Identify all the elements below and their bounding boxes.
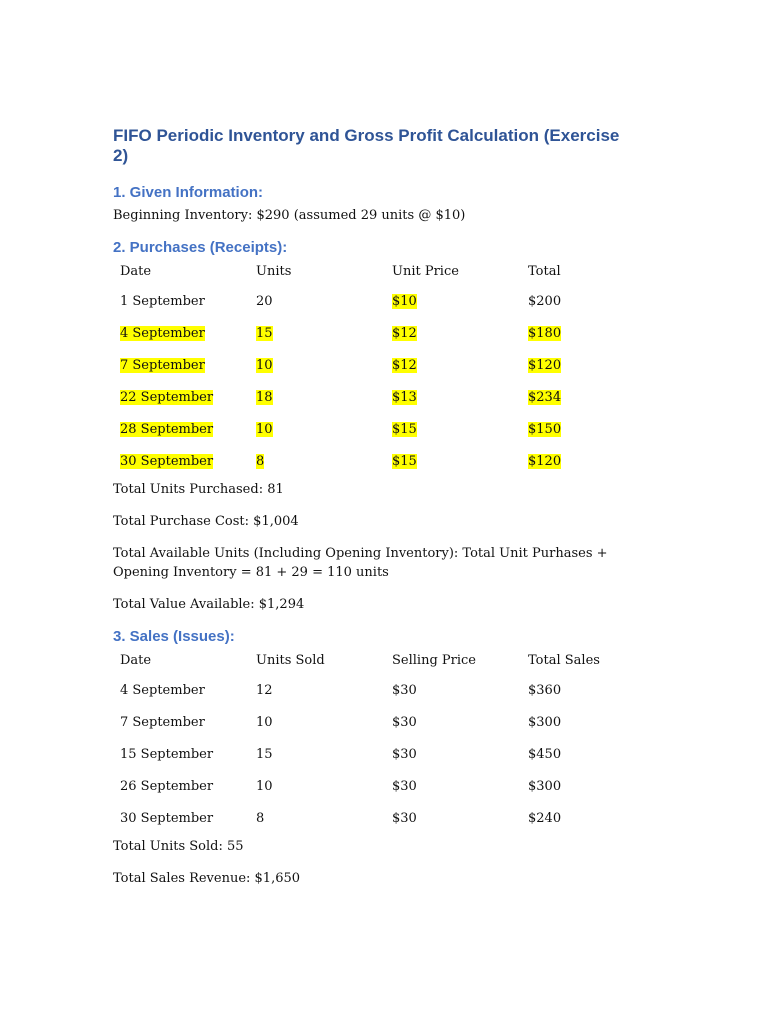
- table-cell: [249, 802, 385, 834]
- table-cell: [521, 317, 628, 349]
- table-cell: [113, 738, 249, 770]
- cell-text: $15: [392, 453, 417, 469]
- table-cell: [385, 706, 521, 738]
- cell-text: $30: [392, 778, 417, 794]
- table-cell: [249, 445, 385, 477]
- table-cell: [113, 381, 249, 413]
- table-cell: [385, 381, 521, 413]
- cell-text: 7 September: [120, 357, 205, 373]
- cell-text: $450: [528, 746, 562, 762]
- cell-text: $234: [528, 389, 562, 405]
- table-cell: [249, 349, 385, 381]
- table-cell: [521, 445, 628, 477]
- table-cell: [113, 706, 249, 738]
- sales-table-header: [113, 646, 628, 674]
- section-heading-purchases: 2. Purchases (Receipts):: [113, 239, 288, 256]
- cell-text: $30: [392, 810, 417, 826]
- cell-text: $10: [392, 293, 417, 309]
- total-available-units: Total Available Units (Including Opening Inventory): Total Unit Purhases + Opening Inventory = 81 + 29 = 110 units: [113, 546, 608, 580]
- column-header: Total Sales: [528, 652, 600, 668]
- table-cell: [249, 706, 385, 738]
- total-value-available: Total Value Available: $1,294: [113, 597, 305, 612]
- table-cell: [249, 674, 385, 706]
- cell-text: $30: [392, 746, 417, 762]
- cell-text: 15: [256, 746, 273, 762]
- cell-text: 10: [256, 778, 273, 794]
- cell-text: 12: [256, 682, 273, 698]
- cell-text: 30 September: [120, 453, 214, 469]
- table-cell: [249, 285, 385, 317]
- table-row: [113, 413, 628, 445]
- cell-text: $12: [392, 325, 417, 341]
- table-cell: [385, 770, 521, 802]
- table-cell: [521, 770, 628, 802]
- table-cell: [385, 413, 521, 445]
- cell-text: $120: [528, 357, 562, 373]
- table-cell: [113, 349, 249, 381]
- cell-text: $200: [528, 293, 562, 309]
- column-header: Unit Price: [392, 263, 459, 279]
- table-cell: [249, 381, 385, 413]
- cell-text: $120: [528, 453, 562, 469]
- sales-table: [113, 646, 628, 834]
- table-cell: [521, 802, 628, 834]
- table-cell: [249, 413, 385, 445]
- column-header: Date: [120, 652, 152, 668]
- cell-text: $30: [392, 682, 417, 698]
- cell-text: 10: [256, 421, 273, 437]
- table-row: [113, 349, 628, 381]
- table-cell: [521, 381, 628, 413]
- cell-text: $12: [392, 357, 417, 373]
- cell-text: 18: [256, 389, 273, 405]
- cell-text: 10: [256, 714, 273, 730]
- column-header: Date: [120, 263, 152, 279]
- table-row: [113, 674, 628, 706]
- table-cell: [113, 445, 249, 477]
- cell-text: 20: [256, 293, 273, 309]
- section-heading-sales: 3. Sales (Issues):: [113, 628, 235, 645]
- table-cell: [521, 349, 628, 381]
- cell-text: 8: [256, 810, 265, 826]
- table-cell: [521, 413, 628, 445]
- table-row: [113, 706, 628, 738]
- table-cell: [113, 802, 249, 834]
- table-row: [113, 381, 628, 413]
- table-row: [113, 445, 628, 477]
- table-cell: [249, 770, 385, 802]
- table-cell: [385, 285, 521, 317]
- column-header: Units Sold: [256, 652, 325, 668]
- table-cell: [385, 674, 521, 706]
- cell-text: $180: [528, 325, 562, 341]
- cell-text: 4 September: [120, 325, 205, 341]
- cell-text: $300: [528, 714, 562, 730]
- document-title: FIFO Periodic Inventory and Gross Profit Calculation (Exercise 2): [113, 126, 620, 165]
- cell-text: 26 September: [120, 778, 214, 794]
- table-cell: [521, 285, 628, 317]
- sales-table-body: [113, 674, 628, 834]
- table-cell: [113, 770, 249, 802]
- total-units-purchased: Total Units Purchased: 81: [113, 482, 284, 497]
- table-row: [113, 285, 628, 317]
- table-cell: [113, 413, 249, 445]
- table-cell: [385, 802, 521, 834]
- table-cell: [385, 738, 521, 770]
- cell-text: $150: [528, 421, 562, 437]
- cell-text: 10: [256, 357, 273, 373]
- table-row: [113, 770, 628, 802]
- cell-text: $360: [528, 682, 562, 698]
- table-cell: [385, 445, 521, 477]
- cell-text: 15: [256, 325, 273, 341]
- column-header: Total: [528, 263, 561, 279]
- table-cell: [249, 738, 385, 770]
- section-heading-given-information: 1. Given Information:: [113, 184, 264, 201]
- table-cell: [385, 349, 521, 381]
- purchases-table-body: [113, 285, 628, 477]
- column-header: Units: [256, 263, 292, 279]
- total-sales-revenue: Total Sales Revenue: $1,650: [113, 871, 301, 886]
- cell-text: 8: [256, 453, 265, 469]
- cell-text: 7 September: [120, 714, 205, 730]
- purchases-table: [113, 257, 628, 477]
- document-content: [113, 126, 633, 888]
- table-cell: [521, 706, 628, 738]
- total-units-sold: Total Units Sold: 55: [113, 839, 244, 854]
- purchases-table-header: [113, 257, 628, 285]
- cell-text: 15 September: [120, 746, 214, 762]
- table-cell: [385, 317, 521, 349]
- cell-text: $30: [392, 714, 417, 730]
- table-cell: [521, 738, 628, 770]
- column-header: Selling Price: [392, 652, 476, 668]
- table-row: [113, 802, 628, 834]
- cell-text: 22 September: [120, 389, 214, 405]
- total-purchase-cost: Total Purchase Cost: $1,004: [113, 514, 299, 529]
- table-cell: [113, 674, 249, 706]
- table-row: [113, 317, 628, 349]
- cell-text: $15: [392, 421, 417, 437]
- cell-text: 1 September: [120, 293, 205, 309]
- table-row: [113, 738, 628, 770]
- table-cell: [521, 674, 628, 706]
- beginning-inventory-text: Beginning Inventory: $290 (assumed 29 units @ $10): [113, 208, 466, 223]
- table-cell: [113, 317, 249, 349]
- table-cell: [113, 285, 249, 317]
- table-cell: [249, 317, 385, 349]
- cell-text: 28 September: [120, 421, 214, 437]
- cell-text: $300: [528, 778, 562, 794]
- cell-text: $240: [528, 810, 562, 826]
- cell-text: $13: [392, 389, 417, 405]
- cell-text: 30 September: [120, 810, 214, 826]
- cell-text: 4 September: [120, 682, 205, 698]
